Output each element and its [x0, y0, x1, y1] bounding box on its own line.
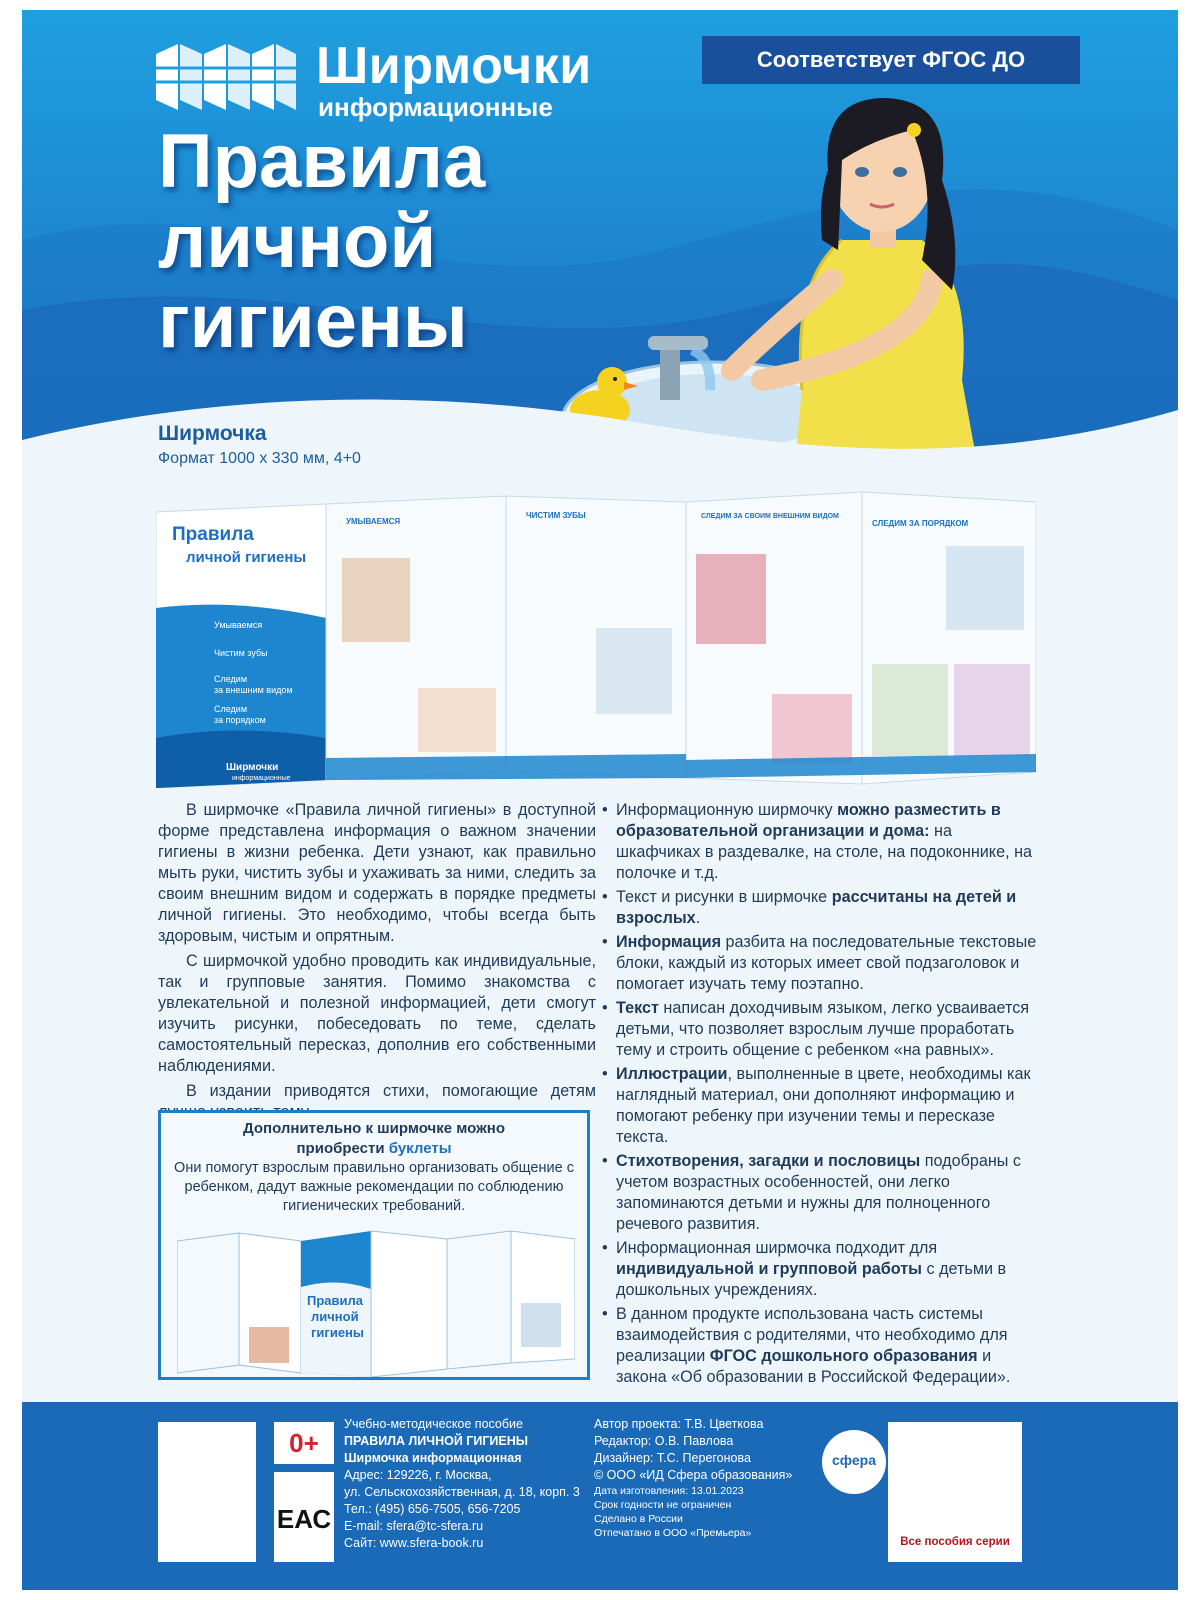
mockup-menu-item: за порядком [214, 715, 266, 725]
series-subtitle: информационные [318, 92, 553, 122]
svg-text:ЕАС: ЕАС [276, 1504, 332, 1534]
booklets-link: буклеты [388, 1140, 452, 1157]
description-paragraph: В ширмочке «Правила личной гигиены» в доступной форме представлена информация о важном значении гигиены в жизни ребенка. Дети узнают, как правильно мыть руки, чистить зубы и ухаживать за ними, следить за своим внешним видом и содержать в порядке предметы личной гигиены. Это необходимо, чтобы всегда быть здоровым, чистым и опрятным. [158, 801, 596, 945]
description-paragraph: В издании приводятся стихи, помогающие детям [186, 1082, 596, 1100]
booklets-illustration [177, 1227, 575, 1377]
mockup-panel-title: ЧИСТИМ ЗУБЫ [526, 511, 586, 520]
fgos-badge: Соответствует ФГОС ДО [702, 36, 1080, 84]
title-line: личной [158, 199, 437, 284]
poster-sheet [22, 10, 1178, 1590]
email: E-mail: sfera@tc-sfera.ru [344, 1519, 484, 1533]
imprint-footer [22, 1402, 1178, 1590]
mockup-cover-title: личной гигиены [186, 549, 307, 566]
foldout-screen-mockup [156, 488, 1036, 788]
barcode-placeholder [158, 1422, 256, 1562]
booklet-cover-title: Правила [307, 1293, 363, 1308]
title-line: Правила [158, 119, 486, 204]
website: Сайт: www.sfera-book.ru [344, 1536, 484, 1550]
series-name: Ширмочки [316, 37, 592, 95]
title-line: гигиены [158, 279, 468, 364]
mockup-panel-title: СЛЕДИМ ЗА ПОРЯДКОМ [872, 519, 969, 528]
mockup-menu-item: Чистим зубы [214, 648, 268, 658]
mockup-panel-title: УМЫВАЕМСЯ [346, 517, 401, 526]
booklet-cover-title: личной [311, 1309, 359, 1324]
series-qr-box [888, 1422, 1022, 1562]
mockup-panel-title: СЛЕДИМ ЗА СВОИМ ВНЕШНИМ ВИДОМ [701, 513, 839, 520]
booklets-promo-box [158, 1110, 590, 1380]
series-label: Все пособия серии [900, 1536, 1010, 1548]
feature-item: • Информационную ширмочку можно разместить в образовательной организации и дома: на шкафчиках в раздевалке, на столе, на подоконнике, на полочке и т.д. [600, 800, 1040, 884]
imprint-title: ПРАВИЛА ЛИЧНОЙ ГИГИЕНЫ [344, 1434, 529, 1448]
mockup-menu-item: за внешним видом [214, 685, 293, 695]
age-rating-badge: 0+ [274, 1422, 334, 1464]
mockup-menu-item: Следим [214, 674, 248, 684]
imprint-details: Учебно-методическое пособие ПРАВИЛА ЛИЧНОЙ ГИГИЕНЫ Ширмочка информационная Адрес: 129226, г. Москва, ул. Сельскохозяйственная, д. 18, корп. 3 Тел.: (495) 656-7505, 656-7205 E-mail: sfera@tc-sfera.ru Сайт: www.sfera-book.ru [344, 1416, 584, 1552]
feature-item: • Информационная ширмочка подходит для индивидуальной и групповой работы с детьми в дошкольных учреждениях. [600, 1238, 1040, 1301]
feature-item: • Стихотворения, загадки и пословицы подобраны с учетом возрастных особенностей, они легко запоминаются детьми и нужны для полноценного речевого развития. [600, 1151, 1040, 1235]
publisher-logo: сфера [822, 1430, 886, 1494]
description-left [158, 800, 596, 1127]
feature-item: • Информация разбита на последовательные текстовые блоки, каждый из которых имеет свой подзаголовок и помогает изучать тему поэтапно. [600, 932, 1040, 995]
credits: Автор проекта: Т.В. Цветкова Редактор: О.В. Павлова Дизайнер: Т.С. Перегонова © ООО «ИД Сфера образования» Дата изготовления: 13.01.2023 Срок годности не ограничен Сделано в России Отпечатано в ООО «Премьера» [594, 1417, 793, 1539]
page-title [158, 119, 486, 364]
phone: Тел.: (495) 656-7505, 656-7205 [344, 1502, 521, 1516]
booklets-description: Они помогут взрослым правильно организовать общение с ребенком, дадут важные рекомендации по соблюдению гигиенических требований. [174, 1160, 574, 1214]
product-type: Ширмочка [158, 422, 267, 445]
feature-item: • Текст написан доходчивым языком, легко усваивается детьми, что позволяет взрослым лучше проработать тему и строить общение с ребенком «на равных». [600, 998, 1040, 1061]
feature-item: • Текст и рисунки в ширмочке рассчитаны на детей и взрослых. [600, 887, 1040, 929]
feature-item: • Иллюстрации, выполненные в цвете, необходимы как наглядный материал, они дополняют информацию и помогают ребенку при изучении темы и пересказе текста. [600, 1064, 1040, 1148]
features-list [600, 800, 1040, 1391]
description-paragraph: С ширмочкой удобно проводить как индивидуальные, так и групповые занятия. Помимо знакомства с увлекательной и полезной информацией, дети смогут изучить рисунки, побеседовать по теме, сделать самостоятельный пересказ, дополнив его собственными наблюдениями. [158, 952, 596, 1075]
mockup-cover-logo: информационные [232, 775, 291, 782]
booklets-heading: Дополнительно к ширмочке можно приобрести буклеты [242, 1120, 506, 1157]
product-format: Формат 1000 х 330 мм, 4+0 [158, 450, 361, 467]
mockup-menu-item: Следим [214, 704, 248, 714]
mockup-menu-item: Умываемся [214, 620, 263, 630]
mockup-cover-logo: Ширмочки [226, 762, 279, 773]
folding-screen-icon [156, 40, 296, 114]
mockup-cover-title: Правила [172, 524, 254, 545]
feature-item: • В данном продукте использована часть системы взаимодействия с родителями, что необходимо для реализации ФГОС дошкольного образования и закона «Об образовании в Российской Федерации». [600, 1304, 1040, 1388]
eac-mark [274, 1472, 334, 1562]
booklet-cover-title: гигиены [311, 1325, 364, 1340]
eac-mark-icon [274, 1472, 334, 1562]
